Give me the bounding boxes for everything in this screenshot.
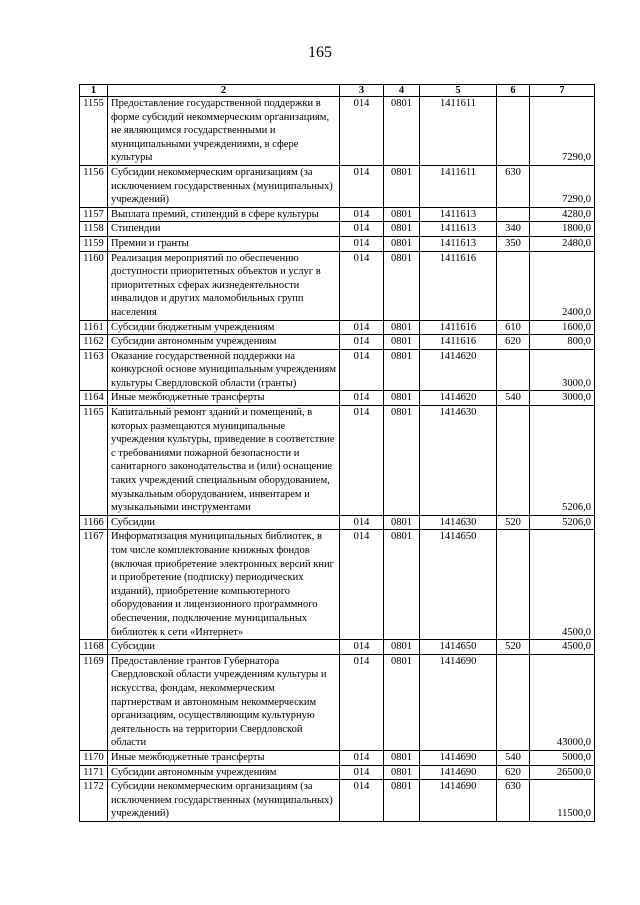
section-code-cell: 0801	[384, 515, 420, 530]
ministry-code-cell: 014	[340, 406, 384, 516]
ministry-code-cell: 014	[340, 530, 384, 640]
target-article-cell: 1414690	[420, 765, 497, 780]
description-cell: Субсидии	[108, 640, 340, 655]
table-row	[80, 236, 595, 251]
table-row	[80, 320, 595, 335]
description-cell: Реализация мероприятий по обеспечению доступности приоритетных объектов и услуг в приоритетных сферах жизнедеятельности инвалидов и других маломобильных групп населения	[108, 251, 340, 320]
table-header-row	[80, 85, 595, 97]
column-header: 5	[420, 85, 497, 97]
description-cell: Иные межбюджетные трансферты	[108, 750, 340, 765]
ministry-code-cell: 014	[340, 765, 384, 780]
expense-type-cell: 620	[497, 335, 530, 350]
target-article-cell: 1414690	[420, 750, 497, 765]
ministry-code-cell: 014	[340, 515, 384, 530]
expense-type-cell	[497, 406, 530, 516]
section-code-cell: 0801	[384, 406, 420, 516]
description-cell: Иные межбюджетные трансферты	[108, 391, 340, 406]
table-row	[80, 780, 595, 822]
description-cell: Субсидии бюджетным учреждениям	[108, 320, 340, 335]
description-cell: Субсидии некоммерческим организациям (за исключением государственных (муниципальных) учреждений)	[108, 780, 340, 822]
table-row	[80, 530, 595, 640]
section-code-cell: 0801	[384, 391, 420, 406]
ministry-code-cell: 014	[340, 335, 384, 350]
ministry-code-cell: 014	[340, 320, 384, 335]
section-code-cell: 0801	[384, 251, 420, 320]
expense-type-cell	[497, 207, 530, 222]
ministry-code-cell: 014	[340, 236, 384, 251]
table-row	[80, 750, 595, 765]
table-body	[80, 97, 595, 822]
target-article-cell: 1411611	[420, 165, 497, 207]
description-cell: Информатизация муниципальных библиотек, в том числе комплектование книжных фондов (включая приобретение электронных версий книг и приобретение (подписку) периодических изданий), приобретение компьютерного оборудования и лицензионного программного обеспечения, подключение муниципальных библиотек к сети «Интернет»	[108, 530, 340, 640]
section-code-cell: 0801	[384, 207, 420, 222]
target-article-cell: 1411613	[420, 222, 497, 237]
ministry-code-cell: 014	[340, 251, 384, 320]
row-number-cell: 1172	[80, 780, 108, 822]
target-article-cell: 1414620	[420, 391, 497, 406]
table-row	[80, 640, 595, 655]
expense-type-cell: 630	[497, 780, 530, 822]
table-row	[80, 335, 595, 350]
column-header: 3	[340, 85, 384, 97]
table-row	[80, 165, 595, 207]
description-cell: Субсидии автономным учреждениям	[108, 335, 340, 350]
target-article-cell: 1411616	[420, 335, 497, 350]
amount-cell: 4500,0	[530, 640, 595, 655]
row-number-cell: 1167	[80, 530, 108, 640]
section-code-cell: 0801	[384, 165, 420, 207]
section-code-cell: 0801	[384, 750, 420, 765]
section-code-cell: 0801	[384, 97, 420, 166]
target-article-cell: 1414650	[420, 530, 497, 640]
ministry-code-cell: 014	[340, 97, 384, 166]
amount-cell: 5206,0	[530, 515, 595, 530]
row-number-cell: 1171	[80, 765, 108, 780]
description-cell: Капитальный ремонт зданий и помещений, в которых размещаются муниципальные учреждения культуры, приведение в соответствие с требованиями пожарной безопасности и санитарного законодательства и (или) оснащение таких учреждений специальным оборудованием, музыкальным оборудованием, инвентарем и музыкальными инструментами	[108, 406, 340, 516]
expense-type-cell: 350	[497, 236, 530, 251]
table-row	[80, 251, 595, 320]
description-cell: Выплата премий, стипендий в сфере культуры	[108, 207, 340, 222]
target-article-cell: 1411613	[420, 236, 497, 251]
table-row	[80, 391, 595, 406]
row-number-cell: 1161	[80, 320, 108, 335]
section-code-cell: 0801	[384, 780, 420, 822]
column-header: 1	[80, 85, 108, 97]
column-header: 4	[384, 85, 420, 97]
amount-cell: 26500,0	[530, 765, 595, 780]
amount-cell: 1600,0	[530, 320, 595, 335]
row-number-cell: 1156	[80, 165, 108, 207]
target-article-cell: 1414630	[420, 515, 497, 530]
amount-cell: 43000,0	[530, 654, 595, 750]
section-code-cell: 0801	[384, 320, 420, 335]
expense-type-cell: 520	[497, 640, 530, 655]
expense-type-cell: 540	[497, 391, 530, 406]
row-number-cell: 1168	[80, 640, 108, 655]
target-article-cell: 1414630	[420, 406, 497, 516]
amount-cell: 5000,0	[530, 750, 595, 765]
ministry-code-cell: 014	[340, 654, 384, 750]
description-cell: Субсидии некоммерческим организациям (за исключением государственных (муниципальных) учреждений)	[108, 165, 340, 207]
description-cell: Предоставление государственной поддержки в форме субсидий некоммерческим организациям, не являющимся государственными и муниципальными учреждениями, в сфере культуры	[108, 97, 340, 166]
amount-cell: 800,0	[530, 335, 595, 350]
table-row	[80, 765, 595, 780]
amount-cell: 3000,0	[530, 349, 595, 391]
table-row	[80, 97, 595, 166]
description-cell: Стипендии	[108, 222, 340, 237]
target-article-cell: 1414690	[420, 654, 497, 750]
amount-cell: 4500,0	[530, 530, 595, 640]
budget-table	[79, 84, 595, 822]
row-number-cell: 1170	[80, 750, 108, 765]
target-article-cell: 1411616	[420, 251, 497, 320]
target-article-cell: 1411616	[420, 320, 497, 335]
row-number-cell: 1157	[80, 207, 108, 222]
target-article-cell: 1411613	[420, 207, 497, 222]
ministry-code-cell: 014	[340, 222, 384, 237]
ministry-code-cell: 014	[340, 349, 384, 391]
expense-type-cell	[497, 251, 530, 320]
ministry-code-cell: 014	[340, 207, 384, 222]
description-cell: Премии и гранты	[108, 236, 340, 251]
ministry-code-cell: 014	[340, 750, 384, 765]
section-code-cell: 0801	[384, 236, 420, 251]
row-number-cell: 1159	[80, 236, 108, 251]
amount-cell: 5206,0	[530, 406, 595, 516]
page-number: 165	[308, 44, 332, 61]
expense-type-cell: 610	[497, 320, 530, 335]
table-row	[80, 406, 595, 516]
table-row	[80, 222, 595, 237]
amount-cell: 2400,0	[530, 251, 595, 320]
expense-type-cell	[497, 349, 530, 391]
description-cell: Предоставление грантов Губернатора Свердловской области учреждениям культуры и искусства, фондам, некоммерческим партнерствам и автономным некоммерческим организациям, осуществляющим культурную деятельность на территории Свердловской области	[108, 654, 340, 750]
amount-cell: 3000,0	[530, 391, 595, 406]
target-article-cell: 1414620	[420, 349, 497, 391]
column-header: 2	[108, 85, 340, 97]
amount-cell: 11500,0	[530, 780, 595, 822]
row-number-cell: 1162	[80, 335, 108, 350]
target-article-cell: 1411611	[420, 97, 497, 166]
expense-type-cell: 520	[497, 515, 530, 530]
amount-cell: 2480,0	[530, 236, 595, 251]
ministry-code-cell: 014	[340, 165, 384, 207]
section-code-cell: 0801	[384, 222, 420, 237]
description-cell: Оказание государственной поддержки на конкурсной основе муниципальным учреждениям культуры Свердловской области (гранты)	[108, 349, 340, 391]
target-article-cell: 1414650	[420, 640, 497, 655]
target-article-cell: 1414690	[420, 780, 497, 822]
section-code-cell: 0801	[384, 640, 420, 655]
row-number-cell: 1165	[80, 406, 108, 516]
row-number-cell: 1163	[80, 349, 108, 391]
row-number-cell: 1158	[80, 222, 108, 237]
section-code-cell: 0801	[384, 765, 420, 780]
amount-cell: 7290,0	[530, 97, 595, 166]
column-header: 7	[530, 85, 595, 97]
expense-type-cell	[497, 97, 530, 166]
row-number-cell: 1155	[80, 97, 108, 166]
table-row	[80, 207, 595, 222]
column-header: 6	[497, 85, 530, 97]
expense-type-cell: 620	[497, 765, 530, 780]
ministry-code-cell: 014	[340, 780, 384, 822]
expense-type-cell	[497, 654, 530, 750]
amount-cell: 4280,0	[530, 207, 595, 222]
expense-type-cell: 630	[497, 165, 530, 207]
section-code-cell: 0801	[384, 654, 420, 750]
ministry-code-cell: 014	[340, 640, 384, 655]
amount-cell: 7290,0	[530, 165, 595, 207]
table-row	[80, 654, 595, 750]
expense-type-cell	[497, 530, 530, 640]
ministry-code-cell: 014	[340, 391, 384, 406]
table-row	[80, 349, 595, 391]
section-code-cell: 0801	[384, 335, 420, 350]
expense-type-cell: 340	[497, 222, 530, 237]
section-code-cell: 0801	[384, 349, 420, 391]
expense-type-cell: 540	[497, 750, 530, 765]
description-cell: Субсидии автономным учреждениям	[108, 765, 340, 780]
section-code-cell: 0801	[384, 530, 420, 640]
row-number-cell: 1166	[80, 515, 108, 530]
row-number-cell: 1160	[80, 251, 108, 320]
amount-cell: 1800,0	[530, 222, 595, 237]
description-cell: Субсидии	[108, 515, 340, 530]
row-number-cell: 1164	[80, 391, 108, 406]
row-number-cell: 1169	[80, 654, 108, 750]
table-row	[80, 515, 595, 530]
